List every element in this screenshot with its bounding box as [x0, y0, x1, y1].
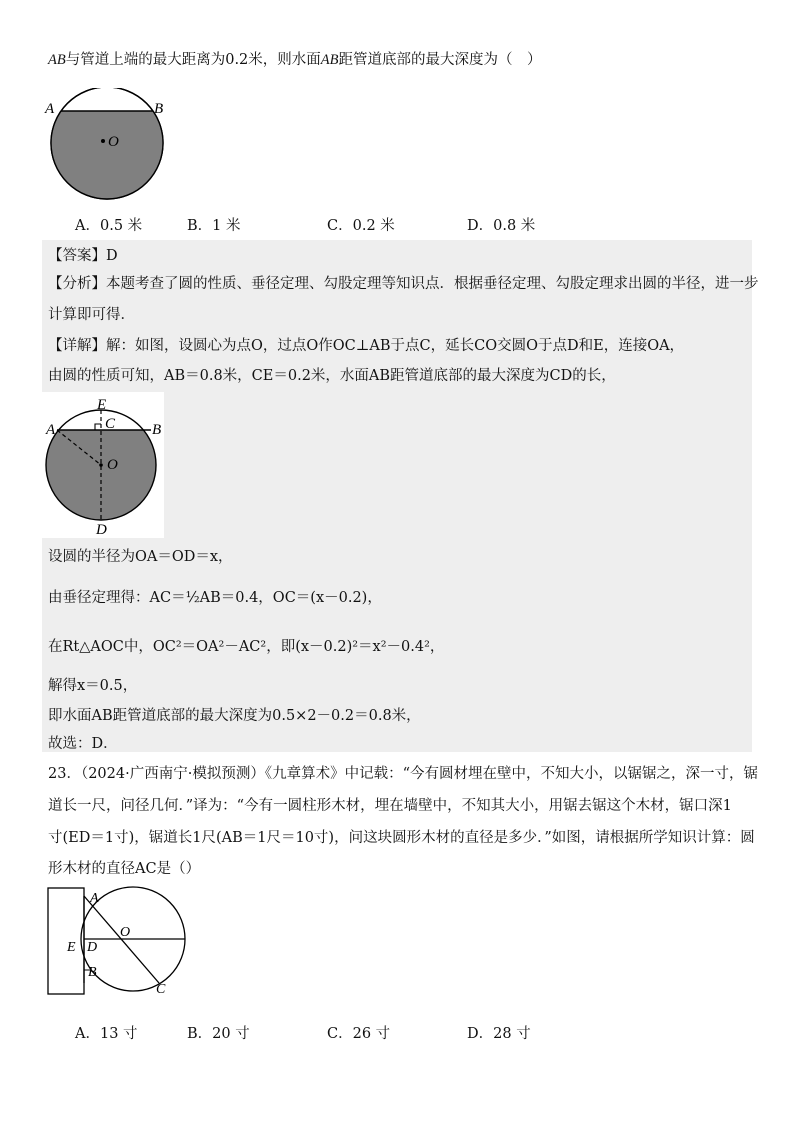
q23-choice-a[interactable]: A．13 寸	[75, 1026, 138, 1042]
q22-choice-b[interactable]: B．1 米	[187, 218, 241, 234]
q22-choice-d[interactable]: D．0.8 米	[467, 218, 536, 234]
q22-figure-1	[40, 88, 180, 210]
q23-choice-c[interactable]: C．26 寸	[327, 1026, 391, 1042]
detail-line-1: 【详解】解：如图，设圆心为点O，过点O作OC⊥AB于点C，延长CO交圆O于点D和E，连接OA，	[48, 338, 685, 354]
q22-question-line	[48, 50, 542, 70]
analysis-line-2: 计算即可得．	[48, 307, 135, 323]
fig2-label-e: E	[97, 397, 107, 413]
analysis-tag: 【分析】	[48, 276, 106, 292]
fig2-label-o: O	[107, 457, 118, 473]
q22-text-2: 距管道底部的最大深度为（ ）	[338, 52, 542, 68]
q23-line-3: 寸(ED＝1寸)，锯道长1尺(AB＝1尺＝10寸)，问这块圆形木材的直径是多少．”如图，请根据所学知识计算：圆	[48, 830, 755, 846]
analysis-line-1: 【分析】本题考查了圆的性质、垂径定理、勾股定理等知识点．根据垂径定理、勾股定理求出圆的半径，进一步	[48, 276, 759, 292]
fig3-label-c: C	[156, 982, 166, 997]
fig1-label-a: A	[45, 101, 55, 117]
q23-figure	[46, 884, 224, 998]
fig3-label-e: E	[67, 940, 76, 955]
q23-line-4: 形木材的直径AC是（）	[48, 861, 201, 877]
q23-line-2: 道长一尺，问径几何．”译为：“今有一圆柱形木材，埋在墙壁中，不知其大小，用锯去锯这个木材，锯口深1	[48, 798, 732, 814]
q22-choice-c[interactable]: C．0.2 米	[327, 218, 395, 234]
fig3-label-d: D	[87, 940, 98, 955]
q22-segment-ab: AB	[48, 52, 66, 68]
fig1-label-o: O	[108, 134, 119, 150]
q22-text-1: 与管道上端的最大距离为0.2米，则水面	[65, 52, 321, 68]
q23-choice-d[interactable]: D．28 寸	[467, 1026, 531, 1042]
fig3-label-o: O	[120, 925, 131, 940]
detail-line-2: 由圆的性质可知，AB＝0.8米，CE＝0.2米，水面AB距管道底部的最大深度为CD的长，	[48, 368, 616, 384]
q22-segment-ab-2: AB	[320, 52, 339, 68]
answer-tag: 【答案】	[48, 248, 106, 264]
fig2-label-a: A	[46, 422, 56, 438]
fig2-label-c: C	[105, 416, 116, 432]
fig2-label-d: D	[96, 522, 107, 538]
fig1-label-b: B	[154, 101, 164, 117]
answer-value: D	[106, 248, 118, 264]
step-6: 故选：D．	[48, 736, 118, 752]
fig3-label-a: A	[90, 891, 99, 906]
step-4: 解得x＝0.5，	[48, 678, 138, 694]
q23-choice-b[interactable]: B．20 寸	[187, 1026, 250, 1042]
fig2-label-b: B	[152, 422, 162, 438]
step-5: 即水面AB距管道底部的最大深度为0.5×2－0.2＝0.8米，	[48, 708, 421, 724]
answer-line	[48, 246, 118, 266]
step-1: 设圆的半径为OA＝OD＝x，	[48, 549, 233, 565]
q22-figure-2	[42, 392, 164, 538]
detail-tag: 【详解】	[48, 338, 106, 354]
step-3: 在Rt△AOC中，OC²＝OA²－AC²，即(x－0.2)²＝x²－0.4²，	[48, 639, 445, 655]
step-2: 由垂径定理得：AC＝½AB＝0.4，OC＝(x－0.2)，	[48, 590, 382, 606]
fig3-label-b: B	[88, 965, 97, 980]
q22-choice-a[interactable]: A．0.5 米	[75, 218, 143, 234]
q23-line-1: 23．（2024·广西南宁·模拟预测）《九章算术》中记载：“今有圆材埋在壁中，不知大小，以锯锯之，深一寸，锯	[48, 766, 758, 782]
